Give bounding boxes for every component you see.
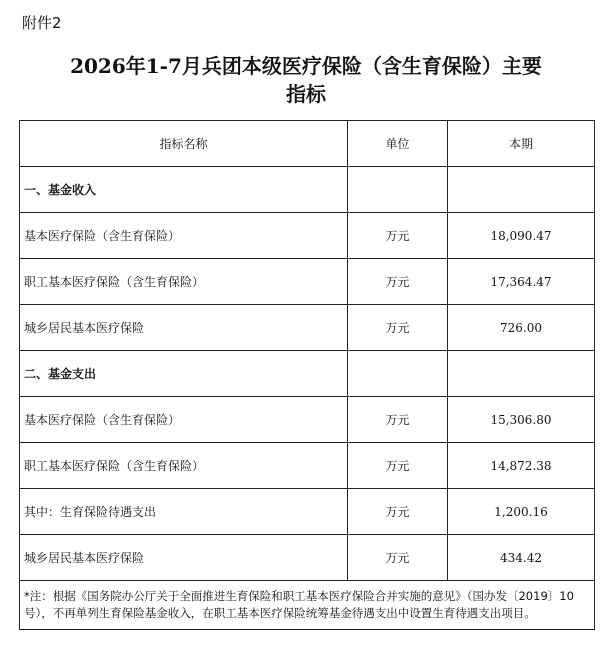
title-line-2: 指标: [286, 82, 326, 106]
row-name-cell: 城乡居民基本医疗保险: [20, 305, 348, 351]
section-row: [20, 351, 595, 397]
row-unit-cell: 万元: [348, 259, 448, 305]
row-value-cell: 434.42: [448, 535, 595, 581]
title-line-1: 2026年1-7月兵团本级医疗保险（含生育保险）主要: [70, 54, 542, 78]
row-value-cell: 726.00: [448, 305, 595, 351]
section-row: [20, 167, 595, 213]
row-unit-cell: [348, 351, 448, 397]
attachment-label: 附件2: [22, 14, 62, 32]
table-row: [20, 535, 595, 581]
row-value-cell: 15,306.80: [448, 397, 595, 443]
table-row: [20, 305, 595, 351]
row-unit-cell: 万元: [348, 443, 448, 489]
table-row: [20, 489, 595, 535]
header-unit: 单位: [348, 121, 448, 167]
row-name-cell: 其中：生育保险待遇支出: [20, 489, 348, 535]
row-value-cell: 14,872.38: [448, 443, 595, 489]
row-value-cell: 17,364.47: [448, 259, 595, 305]
row-unit-cell: 万元: [348, 489, 448, 535]
row-value-cell: [448, 167, 595, 213]
row-unit-cell: 万元: [348, 535, 448, 581]
row-name-cell: 城乡居民基本医疗保险: [20, 535, 348, 581]
indicator-table: [19, 120, 595, 630]
row-name-cell: 基本医疗保险（含生育保险）: [20, 397, 348, 443]
row-unit-cell: 万元: [348, 305, 448, 351]
row-unit-cell: 万元: [348, 213, 448, 259]
row-name-cell: 二、基金支出: [20, 351, 348, 397]
header-current-period: 本期: [448, 121, 595, 167]
row-unit-cell: [348, 167, 448, 213]
table-header-row: [20, 121, 595, 167]
table-note: *注：根据《国务院办公厅关于全面推进生育保险和职工基本医疗保险合并实施的意见》（国办发〔2019〕10号），不再单列生育保险基金收入，在职工基本医疗保险统筹基金待遇支出中设置生育待遇支出项目。: [20, 581, 595, 630]
table-row: [20, 259, 595, 305]
table-row: [20, 397, 595, 443]
row-unit-cell: 万元: [348, 397, 448, 443]
row-value-cell: [448, 351, 595, 397]
row-name-cell: 职工基本医疗保险（含生育保险）: [20, 259, 348, 305]
table-row: [20, 213, 595, 259]
note-row: [20, 581, 595, 630]
row-name-cell: 一、基金收入: [20, 167, 348, 213]
header-indicator-name: 指标名称: [20, 121, 348, 167]
page-title: [0, 52, 612, 108]
row-name-cell: 基本医疗保险（含生育保险）: [20, 213, 348, 259]
row-value-cell: 1,200.16: [448, 489, 595, 535]
row-name-cell: 职工基本医疗保险（含生育保险）: [20, 443, 348, 489]
table-row: [20, 443, 595, 489]
row-value-cell: 18,090.47: [448, 213, 595, 259]
